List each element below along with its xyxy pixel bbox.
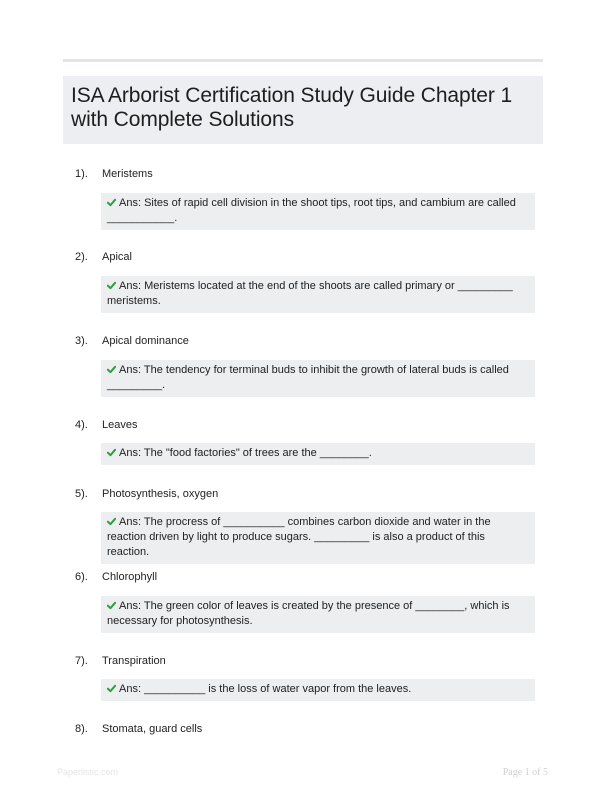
checkmark-icon [107,448,116,457]
page-title: ISA Arborist Certification Study Guide Chapter 1 with Complete Solutions [71,84,513,131]
checkmark-icon [107,517,116,526]
footer-watermark: Paperlistic.com [57,767,119,777]
answer-text: The procress of __________ combines carbon dioxide and water in the reaction driven by light to produce sugars. _________ is also a product of this reaction. [107,516,491,558]
answer-text: Meristems located at the end of the shoots are called primary or _________ meristems. [107,280,513,307]
question-number: 3). [75,335,88,347]
answer-prefix: Ans: [119,683,142,695]
question-term: Apical [102,251,132,263]
answer-text: __________ is the loss of water vapor from the leaves. [144,683,412,695]
answer-text: The "food factories" of trees are the ________. [143,447,372,459]
answer-box [101,276,535,313]
checkmark-icon [107,601,116,610]
answer-prefix: Ans: [119,280,142,292]
answer-text: The green color of leaves is created by the presence of ________, which is necessary for photosynthesis. [107,600,510,627]
top-divider [63,59,543,62]
title-banner [63,76,543,144]
question-number: 1). [75,168,88,180]
page-number: Page 1 of 5 [502,767,548,778]
answer-text: The tendency for terminal buds to inhibit the growth of lateral buds is called _________. [107,364,509,391]
checkmark-icon [107,365,116,374]
answer-prefix: Ans: [119,516,142,528]
answer-prefix: Ans: [119,447,142,459]
question-number: 7). [75,655,88,667]
question-term: Chlorophyll [102,571,158,583]
question-term: Leaves [102,419,138,431]
question-number: 8). [75,723,88,735]
answer-box [101,679,535,701]
question-number: 5). [75,488,88,500]
answer-box [101,193,535,230]
answer-text: Sites of rapid cell division in the shoot tips, root tips, and cambium are called ___________. [107,197,516,224]
question-number: 2). [75,251,88,263]
question-term: Photosynthesis, oxygen [102,488,219,500]
answer-prefix: Ans: [119,197,142,209]
answer-box [101,360,535,397]
answer-prefix: Ans: [119,600,142,612]
checkmark-icon [107,198,116,207]
checkmark-icon [107,281,116,290]
answer-box [101,512,535,564]
answer-box [101,596,535,633]
answer-prefix: Ans: [119,364,142,376]
question-term: Meristems [102,168,153,180]
question-number: 6). [75,571,88,583]
checkmark-icon [107,684,116,693]
question-number: 4). [75,419,88,431]
question-term: Apical dominance [102,335,189,347]
question-term: Transpiration [102,655,166,667]
question-term: Stomata, guard cells [102,723,203,735]
answer-box [101,443,535,465]
